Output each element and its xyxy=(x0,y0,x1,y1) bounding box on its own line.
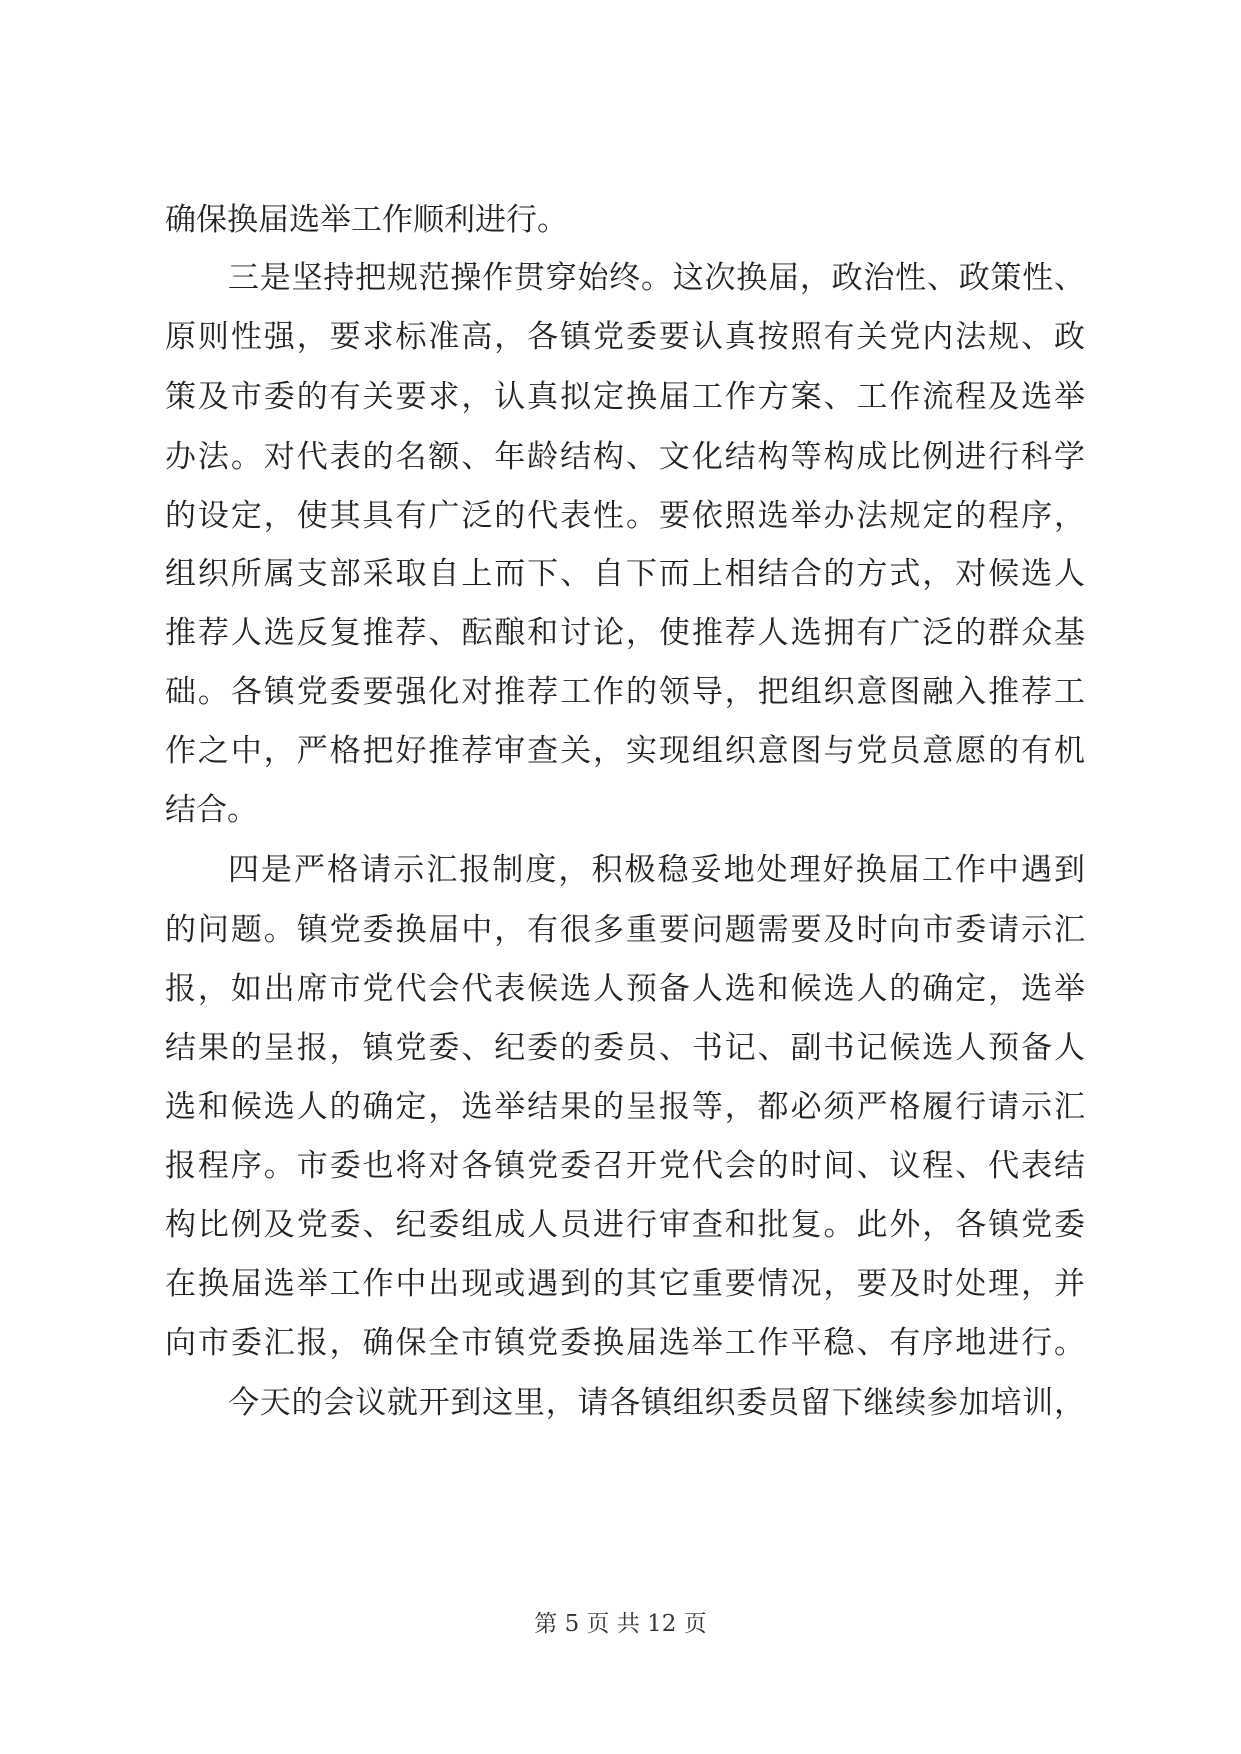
text-line-8: 推荐人选反复推荐、酝酿和讨论，使推荐人选拥有广泛的群众基 xyxy=(165,615,1085,651)
text-line-14: 报，如出席市党代会代表候选人预备人选和候选人的确定，选举 xyxy=(165,971,1085,1007)
text-line-7: 组织所属支部采取自上而下、自下而上相结合的方式，对候选人 xyxy=(165,556,1085,592)
text-line-10: 作之中，严格把好推荐审查关，实现组织意图与党员意愿的有机 xyxy=(165,733,1085,769)
text-line-11: 结合。 xyxy=(165,792,258,828)
page-footer: 第 5 页 共 12 页 xyxy=(534,1611,707,1637)
text-line-5: 办法。对代表的名额、年龄结构、文化结构等构成比例进行科学 xyxy=(165,439,1085,475)
text-line-16: 选和候选人的确定，选举结果的呈报等，都必须严格履行请示汇 xyxy=(165,1089,1085,1125)
text-line-2: 三是坚持把规范操作贯穿始终。这次换届，政治性、政策性、 xyxy=(228,260,1085,296)
text-line-15: 结果的呈报，镇党委、纪委的委员、书记、副书记候选人预备人 xyxy=(165,1030,1085,1066)
text-line-21: 今天的会议就开到这里，请各镇组织委员留下继续参加培训， xyxy=(228,1385,1085,1421)
text-line-1: 确保换届选举工作顺利进行。 xyxy=(165,202,568,238)
text-line-4: 策及市委的有关要求，认真拟定换届工作方案、工作流程及选举 xyxy=(165,379,1085,415)
text-line-6: 的设定，使其具有广泛的代表性。要依照选举办法规定的程序， xyxy=(165,498,1085,534)
text-line-20: 向市委汇报，确保全市镇党委换届选举工作平稳、有序地进行。 xyxy=(165,1325,1085,1361)
text-line-12: 四是严格请示汇报制度，积极稳妥地处理好换届工作中遇到 xyxy=(228,852,1085,888)
text-line-13: 的问题。镇党委换届中，有很多重要问题需要及时向市委请示汇 xyxy=(165,912,1085,948)
text-line-19: 在换届选举工作中出现或遇到的其它重要情况，要及时处理，并 xyxy=(165,1266,1085,1302)
text-line-3: 原则性强，要求标准高，各镇党委要认真按照有关党内法规、政 xyxy=(165,319,1085,355)
text-line-17: 报程序。市委也将对各镇党委召开党代会的时间、议程、代表结 xyxy=(165,1148,1085,1184)
text-line-18: 构比例及党委、纪委组成人员进行审查和批复。此外，各镇党委 xyxy=(165,1207,1085,1243)
text-line-9: 础。各镇党委要强化对推荐工作的领导，把组织意图融入推荐工 xyxy=(165,674,1085,710)
